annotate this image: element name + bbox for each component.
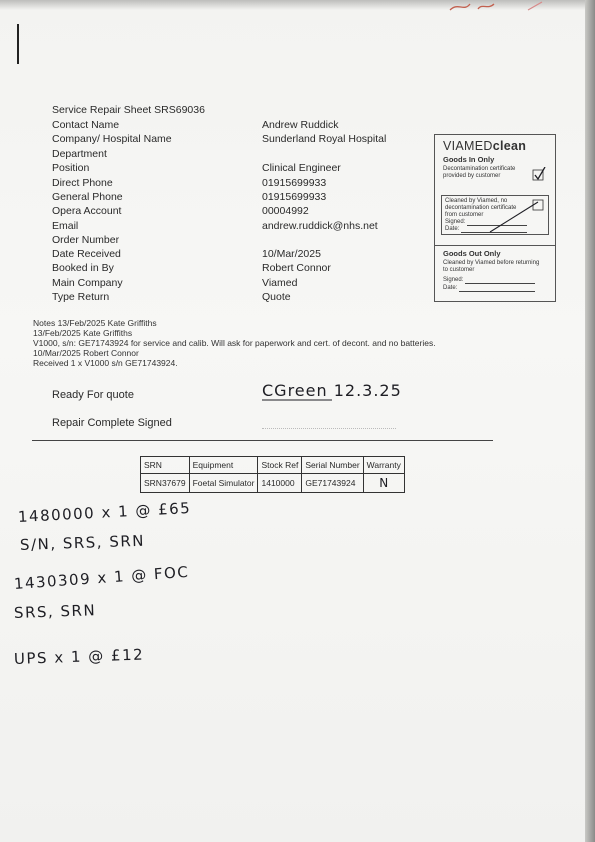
inner-box-text: Cleaned by Viamed, no decontamination certificate from customer (445, 198, 517, 218)
handwritten-line: 1480000 x 1 @ £65 (17, 498, 192, 526)
header-srn: SRN (141, 457, 190, 474)
cell-stock-ref: 1410000 (258, 474, 302, 493)
value-opera-account: 00004992 (262, 205, 309, 217)
label-company: Company/ Hospital Name (52, 133, 172, 145)
table-header-row (141, 457, 405, 474)
goods-in-text: Decontamination certificate provided by customer (443, 166, 516, 179)
ready-signature: CGreen 12.3.25 (262, 381, 402, 400)
value-email: andrew.ruddick@nhs.net (262, 220, 378, 232)
header-stock-ref: Stock Ref (258, 457, 302, 474)
goods-out-text: Cleaned by Viamed before returning to customer (443, 260, 540, 273)
label-direct-phone: Direct Phone (52, 177, 113, 189)
signed-label: Signed: (445, 219, 466, 225)
date-label: Date: (445, 226, 460, 232)
value-direct-phone: 01915699933 (262, 177, 327, 189)
value-general-phone: 01915699933 (262, 191, 327, 203)
cell-equipment: Foetal Simulator (189, 474, 258, 493)
goods-in-checkbox (532, 167, 546, 181)
signed-label-2: Signed: (443, 277, 464, 283)
label-position: Position (52, 162, 90, 174)
label-type-return: Type Return (52, 291, 110, 303)
value-main-company: Viamed (262, 277, 298, 289)
label-contact-name: Contact Name (52, 119, 120, 131)
goods-in-heading: Goods In Only (443, 155, 495, 164)
repair-complete-label: Repair Complete Signed (52, 417, 172, 429)
header-serial-number: Serial Number (302, 457, 363, 474)
pen-mark (17, 24, 19, 64)
value-date-received: 10/Mar/2025 (262, 248, 321, 260)
label-email: Email (52, 220, 79, 232)
label-opera-account: Opera Account (52, 205, 122, 217)
date-label-2: Date: (443, 285, 458, 291)
handwritten-line: 1430309 x 1 @ FOC (13, 562, 190, 593)
notes-block (33, 318, 436, 368)
goods-out-heading: Goods Out Only (443, 249, 501, 258)
cell-serial-number: GE71743924 (302, 474, 363, 493)
signed-line-2 (465, 277, 535, 284)
paper-edge-shadow (585, 0, 595, 842)
label-order-number: Order Number (52, 234, 120, 246)
viamed-clean-logo: VIAMEDclean (443, 139, 527, 153)
corner-scribble-mark (430, 0, 550, 14)
decontamination-inner-box (441, 195, 549, 235)
value-type-return: Quote (262, 291, 291, 303)
header-warranty: Warranty (363, 457, 404, 474)
value-contact-name: Andrew Ruddick (262, 119, 339, 131)
diagonal-strike (442, 196, 548, 234)
table-row (141, 474, 405, 493)
value-company: Sunderland Royal Hospital (262, 133, 387, 145)
notes-line: Notes 13/Feb/2025 Kate Griffiths (33, 318, 157, 328)
value-booked-in-by: Robert Connor (262, 262, 331, 274)
repair-signature-line (262, 428, 396, 429)
notes-line: 10/Mar/2025 Robert Connor (33, 348, 139, 358)
date-line-2 (459, 285, 535, 292)
notes-line: V1000, s/n: GE71743924 for service and calib. Will ask for paperwork and cert. of decont. and no batteries. (33, 338, 436, 348)
box-divider (435, 245, 555, 246)
signature-underline (262, 398, 334, 402)
sheet-title: Service Repair Sheet SRS69036 (52, 104, 205, 116)
label-main-company: Main Company (52, 277, 123, 289)
viamed-clean-box (434, 134, 556, 302)
value-position: Clinical Engineer (262, 162, 341, 174)
handwritten-line: SRS, SRN (13, 601, 97, 622)
horizontal-rule (32, 440, 493, 441)
ready-for-quote-label: Ready For quote (52, 389, 134, 401)
label-date-received: Date Received (52, 248, 121, 260)
cell-warranty: N (363, 474, 404, 493)
notes-line: 13/Feb/2025 Kate Griffiths (33, 328, 133, 338)
equipment-table (140, 456, 405, 493)
header-equipment: Equipment (189, 457, 258, 474)
label-booked-in-by: Booked in By (52, 262, 114, 274)
label-department: Department (52, 148, 107, 160)
cell-srn: SRN37679 (141, 474, 190, 493)
handwritten-line: UPS x 1 @ £12 (13, 645, 145, 668)
notes-line: Received 1 x V1000 s/n GE71743924. (33, 358, 178, 368)
label-general-phone: General Phone (52, 191, 123, 203)
handwritten-line: S/N, SRS, SRN (19, 531, 146, 554)
